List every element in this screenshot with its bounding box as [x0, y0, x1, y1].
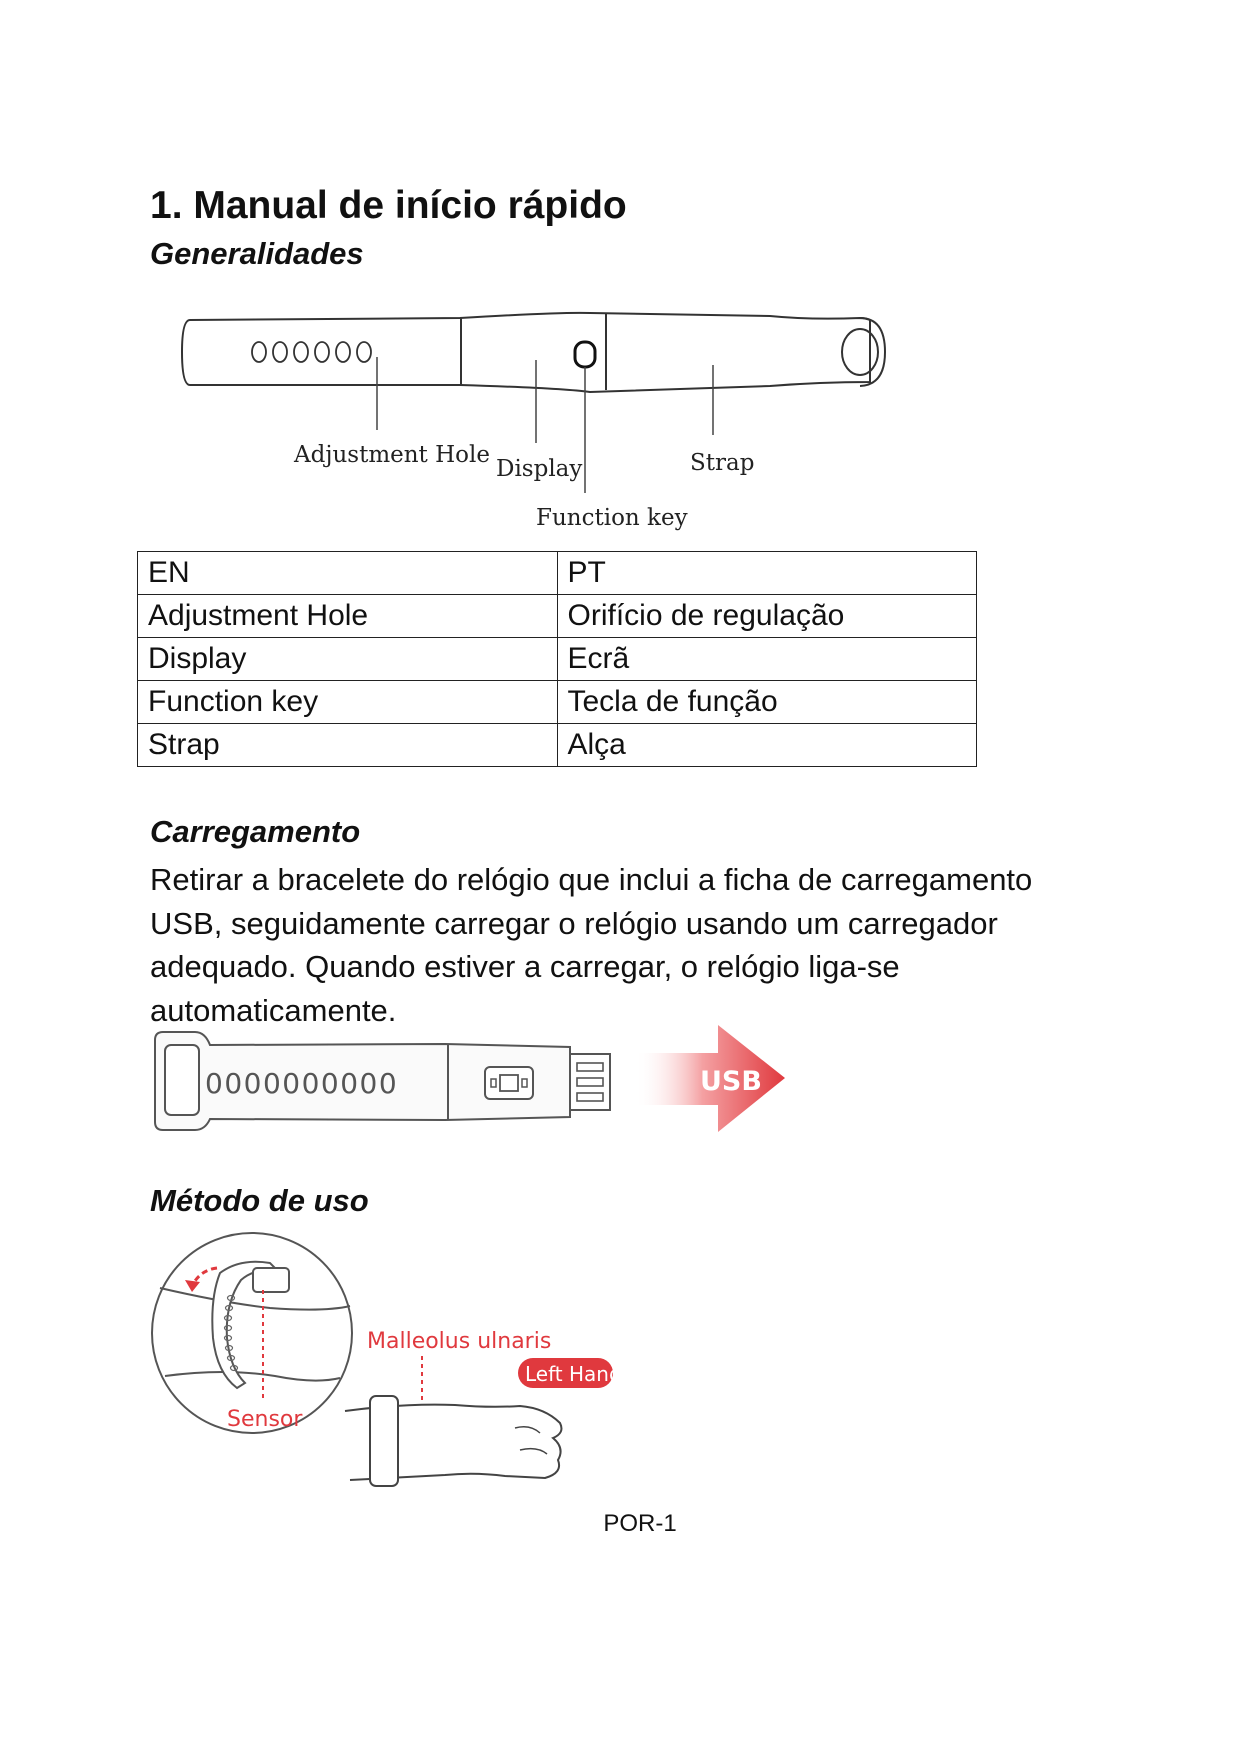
charging-diagram — [145, 1020, 795, 1140]
overview-heading: Generalidades — [150, 236, 364, 271]
table-row — [138, 681, 977, 724]
label-adjustment-hole: Adjustment Hole — [294, 442, 490, 468]
header-en: EN — [138, 552, 558, 595]
cell-pt: Ecrã — [557, 638, 977, 681]
adjustment-holes — [252, 342, 371, 362]
page-title: 1. Manual de início rápido — [150, 184, 627, 227]
page-number: POR-1 — [603, 1510, 677, 1537]
table-row — [138, 724, 977, 767]
wearing-diagram — [145, 1228, 645, 1488]
strap-loop — [842, 329, 878, 375]
table-row — [138, 638, 977, 681]
cell-en: Display — [138, 638, 558, 681]
glossary-table — [137, 551, 977, 767]
cell-pt: Tecla de função — [557, 681, 977, 724]
header-pt: PT — [557, 552, 977, 595]
sensor-label: Sensor — [227, 1407, 303, 1432]
charging-heading: Carregamento — [150, 814, 361, 849]
left-hand-label: Left Hand — [525, 1362, 622, 1386]
charging-paragraph: Retirar a bracelete do relógio que inclui a ficha de carregamento USB, seguidamente carregar o relógio usando um carregador adequado. Quando estiver a carregar, o relógio liga-se automaticamente. — [150, 862, 1033, 1028]
usage-heading: Método de uso — [150, 1183, 369, 1218]
label-function-key: Function key — [536, 505, 688, 531]
label-strap: Strap — [690, 450, 755, 476]
label-display: Display — [496, 456, 583, 482]
usb-label: USB — [700, 1066, 762, 1097]
cell-en: Strap — [138, 724, 558, 767]
cell-en: Function key — [138, 681, 558, 724]
display-module-icon — [485, 1067, 533, 1099]
charging-holes: 0000000000 — [205, 1067, 399, 1100]
table-header-row — [138, 552, 977, 595]
function-key-icon — [575, 342, 595, 367]
worn-bracelet — [370, 1396, 398, 1486]
cell-en: Adjustment Hole — [138, 595, 558, 638]
malleolus-label: Malleolus ulnaris — [367, 1329, 552, 1354]
table-row — [138, 595, 977, 638]
cell-pt: Alça — [557, 724, 977, 767]
bracelet-overview-diagram — [170, 300, 890, 550]
band-outline — [182, 313, 870, 392]
cell-pt: Orifício de regulação — [557, 595, 977, 638]
